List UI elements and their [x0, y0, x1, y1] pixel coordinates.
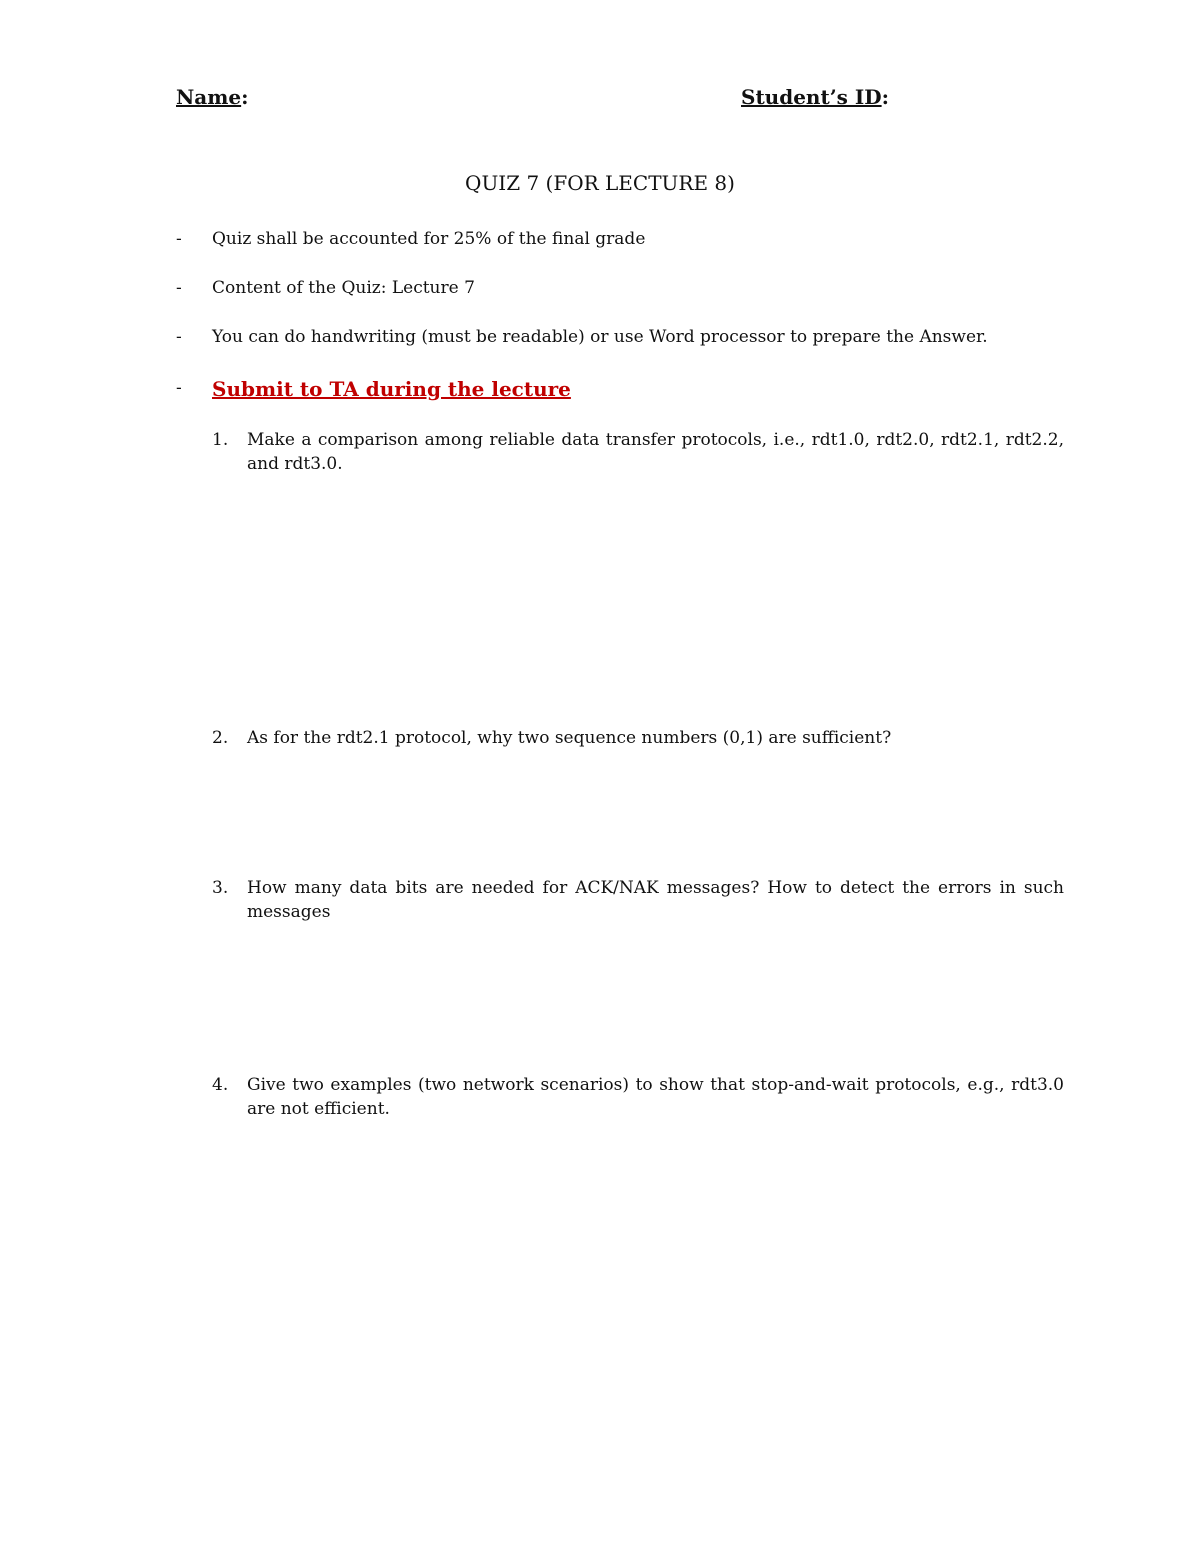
question-item — [212, 1073, 1064, 1121]
name-label-colon: : — [241, 85, 249, 109]
bullet-dash: - — [176, 229, 182, 249]
question-number: 1. — [212, 430, 229, 450]
question-number: 2. — [212, 728, 229, 748]
instruction-text: Content of the Quiz: Lecture 7 — [212, 278, 475, 298]
name-field-label — [176, 84, 249, 110]
instruction-text: Quiz shall be accounted for 25% of the final grade — [212, 229, 646, 249]
question-text: How many data bits are needed for ACK/NAK messages? How to detect the errors in such messages — [247, 878, 1064, 922]
student-id-label-text: Student’s ID — [741, 85, 882, 109]
bullet-dash: - — [176, 327, 182, 347]
quiz-title: QUIZ 7 (FOR LECTURE 8) — [465, 171, 735, 195]
submit-notice: Submit to TA during the lecture — [212, 377, 571, 401]
bullet-dash: - — [176, 278, 182, 298]
question-text: As for the rdt2.1 protocol, why two sequence numbers (0,1) are sufficient? — [247, 728, 892, 748]
question-text: Give two examples (two network scenarios) to show that stop-and-wait protocols, e.g., rdt3.0 are not efficient. — [247, 1075, 1064, 1119]
question-number: 3. — [212, 878, 229, 898]
bullet-dash: - — [176, 378, 182, 398]
question-item — [212, 428, 1064, 476]
name-label-text: Name — [176, 85, 242, 109]
student-id-field-label — [741, 84, 889, 110]
student-id-label-colon: : — [881, 85, 889, 109]
question-number: 4. — [212, 1075, 229, 1095]
question-item — [212, 876, 1064, 924]
instruction-text: You can do handwriting (must be readable) or use Word processor to prepare the Answer. — [212, 327, 988, 347]
question-item — [212, 726, 1064, 750]
question-text: Make a comparison among reliable data transfer protocols, i.e., rdt1.0, rdt2.0, rdt2.1, rdt2.2, and rdt3.0. — [247, 430, 1064, 474]
